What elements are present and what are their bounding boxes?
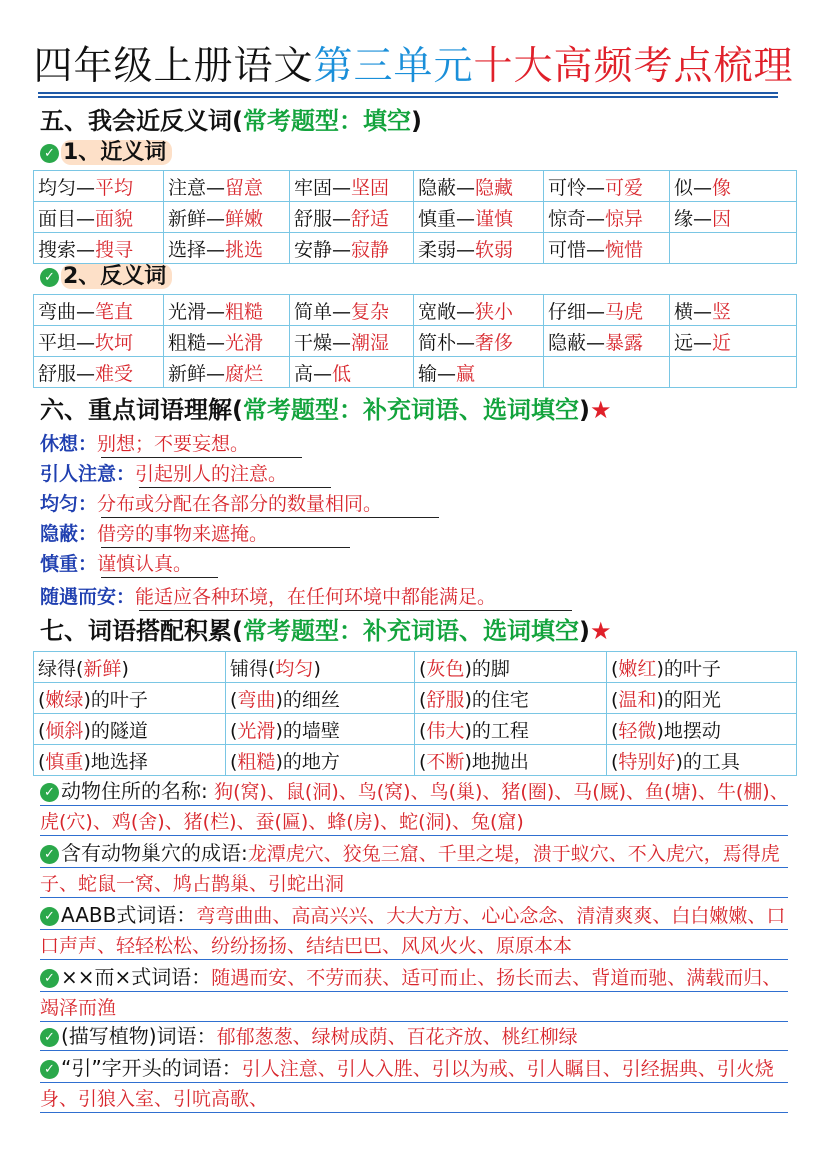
word: 弯曲— xyxy=(38,300,96,323)
block-label: AABB式词语 xyxy=(61,903,177,927)
underline xyxy=(101,547,350,548)
answer-word: 搜寻 xyxy=(95,238,134,261)
word: 仔细— xyxy=(548,300,606,323)
text-after: )的叶子 xyxy=(656,657,721,680)
word-pair-cell xyxy=(414,295,544,326)
answer-word: 倾斜 xyxy=(45,719,84,742)
word-pair-cell xyxy=(290,202,414,233)
definition: 分布或分配在各部分的数量相同。 xyxy=(97,493,383,515)
answer-word: 温和 xyxy=(618,688,657,711)
word: 宽敞— xyxy=(418,300,476,323)
collocation-cell xyxy=(34,745,226,776)
block-separator: ： xyxy=(221,1056,242,1080)
word-pair-cell xyxy=(544,357,670,388)
block-label: “引”字开头的词语 xyxy=(61,1056,222,1080)
word-pair-cell xyxy=(34,295,164,326)
word-pair-cell xyxy=(34,326,164,357)
text-after: )的工具 xyxy=(675,750,740,773)
answer-word: 狭小 xyxy=(475,300,514,323)
word: 搜索— xyxy=(38,238,96,261)
block-content: 郁郁葱葱、绿树成荫、百花齐放、桃红柳绿 xyxy=(216,1026,578,1048)
word: 缘— xyxy=(674,207,713,230)
word-pair-cell xyxy=(670,233,797,264)
word: 简单— xyxy=(294,300,352,323)
answer-word: 难受 xyxy=(95,362,134,385)
title-rule-2 xyxy=(38,96,778,98)
word-block xyxy=(40,838,790,899)
collocation-cell xyxy=(607,652,797,683)
antonym-table xyxy=(33,294,797,388)
word-pair-cell xyxy=(164,357,290,388)
table-row xyxy=(34,326,797,357)
underline xyxy=(101,577,218,578)
collocation-cell xyxy=(226,745,415,776)
collocation-cell xyxy=(415,652,607,683)
word: 粗糙— xyxy=(168,331,226,354)
underline xyxy=(101,517,439,518)
answer-word: 不断 xyxy=(426,750,465,773)
block-content: 引人注意、引人入胜、引以为戒、引人瞩目、引经据典、引火烧身、引狼入室、引吭高歌、 xyxy=(40,1058,774,1110)
collocation-cell xyxy=(607,745,797,776)
word-pair-cell xyxy=(414,233,544,264)
text-after: )地抛出 xyxy=(464,750,529,773)
answer-word: 面貌 xyxy=(95,207,134,230)
answer-word: 隐藏 xyxy=(475,176,514,199)
word: 面目— xyxy=(38,207,96,230)
underline xyxy=(139,487,331,488)
word-pair-cell xyxy=(544,233,670,264)
word: 可怜— xyxy=(548,176,606,199)
answer-word: 惊异 xyxy=(605,207,644,230)
word-pair-cell xyxy=(290,326,414,357)
word: 隐蔽— xyxy=(418,176,476,199)
answer-word: 粗糙 xyxy=(225,300,264,323)
word: 隐蔽— xyxy=(548,331,606,354)
synonyms-label xyxy=(40,139,172,167)
block-separator: : xyxy=(201,779,215,803)
answer-word: 可爱 xyxy=(605,176,644,199)
definition-item xyxy=(40,551,192,577)
answer-word: 笔直 xyxy=(95,300,134,323)
text-before: ( xyxy=(419,750,427,773)
answer-word: 留意 xyxy=(225,176,264,199)
check-icon: ✓ xyxy=(40,268,59,287)
word-pair-cell xyxy=(34,171,164,202)
section-5-close: ) xyxy=(410,107,422,135)
word-pair-cell xyxy=(164,326,290,357)
answer-word: 挑选 xyxy=(225,238,264,261)
text-before: ( xyxy=(419,688,427,711)
word: 似— xyxy=(674,176,713,199)
title-part-2: 第三单元 xyxy=(313,44,474,89)
definition: 谨慎认真。 xyxy=(97,553,193,575)
text-after: )的住宅 xyxy=(464,688,529,711)
word: 新鲜— xyxy=(168,362,226,385)
title-part-3: 十大高频考点梳理 xyxy=(473,44,794,89)
answer-word: 潮湿 xyxy=(351,331,390,354)
answer-word: 近 xyxy=(712,331,732,354)
rule-line xyxy=(40,1082,788,1083)
table-row xyxy=(34,171,797,202)
term: 均匀： xyxy=(40,493,98,515)
word-pair-cell xyxy=(290,171,414,202)
definition-item xyxy=(40,431,249,457)
text-before: 铺得( xyxy=(230,657,276,680)
block-content: 随遇而安、不劳而获、适可而止、扬长而去、背道而驰、满载而归、竭泽而渔 xyxy=(40,967,782,1019)
check-icon: ✓ xyxy=(40,1028,59,1047)
answer-word: 灰色 xyxy=(426,657,465,680)
word-pair-cell xyxy=(670,357,797,388)
word-pair-cell xyxy=(290,233,414,264)
collocation-table xyxy=(33,651,797,776)
word: 高— xyxy=(294,362,333,385)
word-pair-cell xyxy=(34,202,164,233)
word-pair-cell xyxy=(414,171,544,202)
word-block xyxy=(40,900,790,961)
collocation-cell xyxy=(415,745,607,776)
word-pair-cell xyxy=(414,357,544,388)
star-icon: ★ xyxy=(589,396,612,424)
text-before: ( xyxy=(611,657,619,680)
text-before: ( xyxy=(230,750,238,773)
collocation-cell xyxy=(607,683,797,714)
word: 安静— xyxy=(294,238,352,261)
rule-line xyxy=(40,1050,788,1051)
answer-word: 马虎 xyxy=(605,300,644,323)
check-icon: ✓ xyxy=(40,1060,59,1079)
term: 休想： xyxy=(40,433,98,455)
word: 光滑— xyxy=(168,300,226,323)
answer-word: 弯曲 xyxy=(237,688,276,711)
block-separator: ： xyxy=(176,903,197,927)
block-content: 龙潭虎穴、狡兔三窟、千里之堤，溃于蚁穴、不入虎穴，焉得虎子、蛇鼠一窝、鸠占鹊巢、引蛇出洞 xyxy=(40,843,780,895)
table-row xyxy=(34,233,797,264)
definition-item xyxy=(40,491,382,517)
definition-item xyxy=(40,461,287,487)
answer-word: 特别好 xyxy=(618,750,676,773)
underline xyxy=(101,457,302,458)
answer-word: 复杂 xyxy=(351,300,390,323)
collocation-cell xyxy=(34,714,226,745)
word: 注意— xyxy=(168,176,226,199)
section-6-close: ) xyxy=(578,396,590,424)
check-icon: ✓ xyxy=(40,783,59,802)
word: 均匀— xyxy=(38,176,96,199)
collocation-cell xyxy=(415,683,607,714)
table-row xyxy=(34,683,797,714)
text-before: ( xyxy=(38,750,46,773)
word-pair-cell xyxy=(290,357,414,388)
block-content: 狗(窝)、鼠(洞)、鸟(窝)、鸟(巢)、猪(圈)、马(厩)、鱼(塘)、牛(棚)、虎(穴)、鸡(舍)、猪(栏)、蚕(匾)、蜂(房)、蛇(洞)、兔(窟) xyxy=(40,781,789,833)
word: 选择— xyxy=(168,238,226,261)
word-block xyxy=(40,1021,790,1052)
antonyms-label-text: 2、反义词 xyxy=(61,264,172,289)
term: 随遇而安： xyxy=(40,586,136,608)
word-pair-cell xyxy=(164,171,290,202)
word: 新鲜— xyxy=(168,207,226,230)
rule-line xyxy=(40,897,788,898)
text-after: )地摆动 xyxy=(656,719,721,742)
word-pair-cell xyxy=(164,295,290,326)
answer-word: 坎坷 xyxy=(95,331,134,354)
rule-line xyxy=(40,805,788,806)
word-pair-cell xyxy=(34,233,164,264)
answer-word: 舒服 xyxy=(426,688,465,711)
answer-word: 均匀 xyxy=(275,657,314,680)
answer-word: 像 xyxy=(712,176,732,199)
section-5-title: 五、我会近反义词( xyxy=(40,107,243,135)
section-7-close: ) xyxy=(578,617,590,645)
word: 平坦— xyxy=(38,331,96,354)
word-block xyxy=(40,1053,790,1114)
check-icon: ✓ xyxy=(40,144,59,163)
word-pair-cell xyxy=(414,326,544,357)
answer-word: 嫩红 xyxy=(618,657,657,680)
answer-word: 慎重 xyxy=(45,750,84,773)
word-pair-cell xyxy=(670,295,797,326)
answer-word: 软弱 xyxy=(475,238,514,261)
text-before: ( xyxy=(611,719,619,742)
section-6-type: 常考题型：补充词语、选词填空 xyxy=(242,396,579,424)
check-icon: ✓ xyxy=(40,845,59,864)
table-row xyxy=(34,652,797,683)
definition: 引起别人的注意。 xyxy=(135,463,288,485)
rule-line xyxy=(40,867,788,868)
term: 引人注意： xyxy=(40,463,136,485)
answer-word: 赢 xyxy=(456,362,476,385)
section-7-heading xyxy=(40,616,611,646)
answer-word: 舒适 xyxy=(351,207,390,230)
section-7-title: 七、词语搭配积累( xyxy=(40,617,243,645)
answer-word: 竖 xyxy=(712,300,732,323)
block-content: 弯弯曲曲、高高兴兴、大大方方、心心念念、清清爽爽、白白嫩嫩、口口声声、轻轻松松、纷纷扬扬、结结巴巴、风风火火、原原本本 xyxy=(40,905,786,957)
collocation-cell xyxy=(34,683,226,714)
word-pair-cell xyxy=(544,295,670,326)
section-6-heading xyxy=(40,395,611,425)
table-row xyxy=(34,745,797,776)
text-before: ( xyxy=(38,688,46,711)
word-pair-cell xyxy=(670,326,797,357)
answer-word: 坚固 xyxy=(351,176,390,199)
collocation-cell xyxy=(226,714,415,745)
answer-word: 粗糙 xyxy=(237,750,276,773)
word: 慎重— xyxy=(418,207,476,230)
word: 舒服— xyxy=(294,207,352,230)
rule-line xyxy=(40,835,788,836)
collocation-cell xyxy=(34,652,226,683)
text-after: )的叶子 xyxy=(83,688,148,711)
word: 舒服— xyxy=(38,362,96,385)
antonyms-label xyxy=(40,263,172,291)
word: 柔弱— xyxy=(418,238,476,261)
text-before: 绿得( xyxy=(38,657,84,680)
answer-word: 平均 xyxy=(95,176,134,199)
answer-word: 因 xyxy=(712,207,732,230)
definition: 别想；不要妄想。 xyxy=(97,433,250,455)
word-pair-cell xyxy=(414,202,544,233)
word-pair-cell xyxy=(670,171,797,202)
text-after: )的隧道 xyxy=(83,719,148,742)
table-row xyxy=(34,295,797,326)
word: 干燥— xyxy=(294,331,352,354)
answer-word: 嫩绿 xyxy=(45,688,84,711)
collocation-cell xyxy=(607,714,797,745)
section-5-heading xyxy=(40,106,422,136)
block-label: 动物住所的名称 xyxy=(61,779,201,803)
text-after: )的墙壁 xyxy=(275,719,340,742)
collocation-cell xyxy=(226,683,415,714)
answer-word: 腐烂 xyxy=(225,362,264,385)
text-after: )的地方 xyxy=(275,750,340,773)
table-row xyxy=(34,357,797,388)
word: 可惜— xyxy=(548,238,606,261)
answer-word: 低 xyxy=(332,362,352,385)
block-label: 含有动物巢穴的成语 xyxy=(61,841,241,865)
block-label: ××而×式词语 xyxy=(61,965,192,989)
word: 牢固— xyxy=(294,176,352,199)
section-5-type: 常考题型：填空 xyxy=(242,107,411,135)
title-part-1: 四年级上册语文 xyxy=(33,44,314,89)
star-icon: ★ xyxy=(589,617,612,645)
answer-word: 鲜嫩 xyxy=(225,207,264,230)
word-pair-cell xyxy=(164,202,290,233)
word: 远— xyxy=(674,331,713,354)
synonyms-label-text: 1、近义词 xyxy=(61,140,172,165)
answer-word: 光滑 xyxy=(225,331,264,354)
text-before: ( xyxy=(419,719,427,742)
definition-item xyxy=(40,521,268,547)
table-row xyxy=(34,202,797,233)
underline xyxy=(139,610,572,611)
word: 简朴— xyxy=(418,331,476,354)
answer-word: 谨慎 xyxy=(475,207,514,230)
block-separator: ： xyxy=(196,1024,217,1048)
word: 惊奇— xyxy=(548,207,606,230)
text-after: )的脚 xyxy=(464,657,510,680)
collocation-cell xyxy=(415,714,607,745)
word-pair-cell xyxy=(164,233,290,264)
block-separator: ： xyxy=(191,965,212,989)
answer-word: 轻微 xyxy=(618,719,657,742)
text-before: ( xyxy=(38,719,46,742)
text-before: ( xyxy=(611,688,619,711)
definition-item xyxy=(40,584,496,610)
table-row xyxy=(34,714,797,745)
word-pair-cell xyxy=(290,295,414,326)
text-before: ( xyxy=(230,688,238,711)
answer-word: 伟大 xyxy=(426,719,465,742)
answer-word: 奢侈 xyxy=(475,331,514,354)
answer-word: 光滑 xyxy=(237,719,276,742)
word: 横— xyxy=(674,300,713,323)
check-icon: ✓ xyxy=(40,907,59,926)
collocation-cell xyxy=(226,652,415,683)
text-after: ) xyxy=(313,657,321,680)
page-title xyxy=(0,42,827,92)
rule-line xyxy=(40,1021,788,1022)
definition: 借旁的事物来遮掩。 xyxy=(97,523,269,545)
word: 输— xyxy=(418,362,457,385)
word-pair-cell xyxy=(544,171,670,202)
text-after: )地选择 xyxy=(83,750,148,773)
answer-word: 暴露 xyxy=(605,331,644,354)
title-rule-1 xyxy=(38,92,778,94)
check-icon: ✓ xyxy=(40,969,59,988)
text-after: )的工程 xyxy=(464,719,529,742)
text-after: )的阳光 xyxy=(656,688,721,711)
word-pair-cell xyxy=(544,326,670,357)
section-7-type: 常考题型：补充词语、选词填空 xyxy=(242,617,579,645)
synonym-table xyxy=(33,170,797,264)
answer-word: 寂静 xyxy=(351,238,390,261)
text-before: ( xyxy=(230,719,238,742)
answer-word: 惋惜 xyxy=(605,238,644,261)
text-before: ( xyxy=(611,750,619,773)
block-label: (描写植物)词语 xyxy=(61,1024,197,1048)
rule-line xyxy=(40,959,788,960)
section-6-title: 六、重点词语理解( xyxy=(40,396,243,424)
text-after: )的细丝 xyxy=(275,688,340,711)
block-separator: : xyxy=(241,841,248,865)
word-pair-cell xyxy=(544,202,670,233)
text-before: ( xyxy=(419,657,427,680)
rule-line xyxy=(40,1112,788,1113)
definition: 能适应各种环境，在任何环境中都能满足。 xyxy=(135,586,497,608)
word-pair-cell xyxy=(670,202,797,233)
rule-line xyxy=(40,991,788,992)
term: 慎重： xyxy=(40,553,98,575)
word-block xyxy=(40,776,790,837)
text-after: ) xyxy=(121,657,129,680)
word-pair-cell xyxy=(34,357,164,388)
answer-word: 新鲜 xyxy=(83,657,122,680)
term: 隐蔽： xyxy=(40,523,98,545)
rule-line xyxy=(40,929,788,930)
word-block xyxy=(40,962,790,1023)
